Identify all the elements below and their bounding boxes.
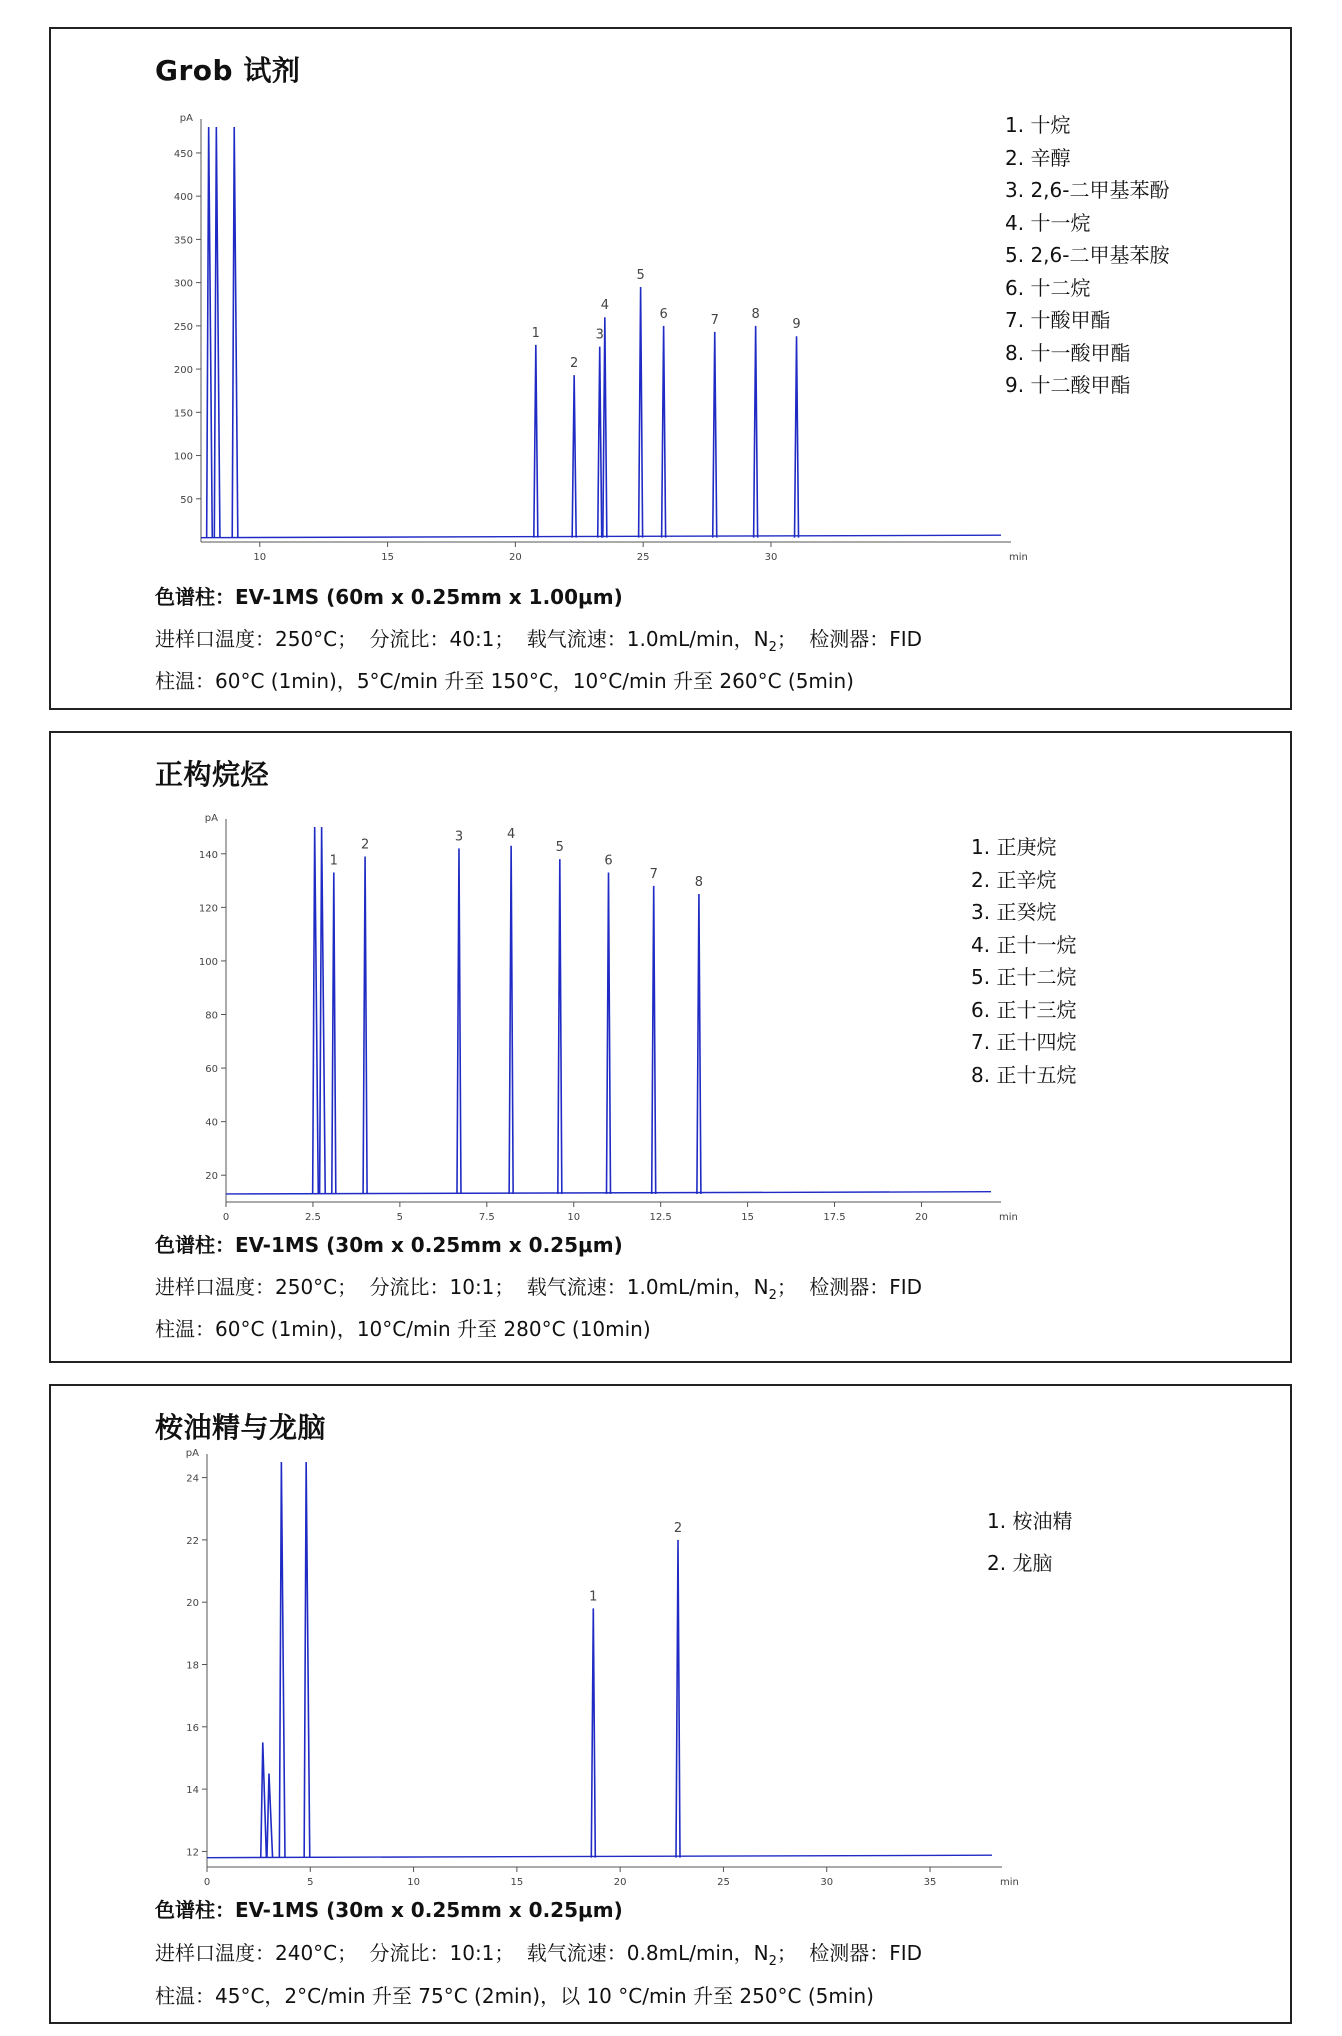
peak-legend [1005, 109, 1169, 402]
peak-label: 1 [531, 325, 540, 341]
baseline-trace [226, 1192, 991, 1194]
oven-program: 柱温：45°C，2°C/min 升至 75°C (2min)，以 10 °C/min 升至 250°C (5min) [155, 1984, 874, 2008]
peak-7 [652, 886, 656, 1194]
peak-5 [558, 859, 562, 1194]
chromatogram-alkanes [141, 805, 1021, 1245]
y-tick-label: 24 [186, 1473, 199, 1485]
peak-label: 9 [792, 317, 801, 333]
peak-3 [598, 347, 602, 538]
detector: 检测器：FID [809, 1941, 923, 1965]
peak-1 [534, 345, 538, 538]
chart-panel-grob [49, 27, 1292, 710]
legend-item: 2. 辛醇 [1005, 145, 1071, 170]
y-tick-label: 120 [198, 903, 218, 915]
solvent-peak [267, 1774, 273, 1858]
peak-legend [971, 831, 1076, 1091]
y-tick-label: 100 [198, 956, 218, 968]
y-tick-label: 150 [173, 408, 193, 420]
peak-2 [572, 375, 576, 538]
solvent-peak [261, 1742, 267, 1857]
legend-item: 8. 正十五烷 [971, 1062, 1077, 1087]
peak-label: 5 [555, 840, 564, 856]
solvent-peak [320, 827, 326, 1194]
solvent-peak [214, 127, 220, 538]
split-ratio: 分流比：10:1； [369, 1941, 515, 1965]
peak-label: 8 [694, 874, 704, 890]
x-tick-label: 35 [923, 1877, 937, 1888]
x-axis-label: min [1009, 552, 1028, 563]
chart-panel-eucalyptol-borneol [49, 1384, 1292, 2024]
oven-program: 柱温：60°C (1min)，5°C/min 升至 150°C，10°C/min 升至 260°C (5min) [155, 669, 854, 693]
peak-8 [754, 326, 758, 538]
legend-item: 3. 2,6-二甲基苯酚 [1005, 178, 1170, 202]
x-tick-label: 20 [915, 1212, 928, 1223]
y-tick-label: 300 [173, 278, 193, 290]
x-tick-label: 20 [613, 1877, 627, 1888]
x-tick-label: 10 [567, 1212, 581, 1223]
column-spec: 色谱柱：EV-1MS (60m x 0.25mm x 1.00μm) [155, 585, 623, 609]
y-tick-label: 20 [205, 1171, 218, 1183]
x-tick-label: 0 [203, 1877, 211, 1888]
legend-item: 1. 桉油精 [987, 1509, 1073, 1533]
peak-label: 4 [600, 298, 609, 314]
legend-item: 6. 正十三烷 [971, 997, 1077, 1022]
y-tick-label: 22 [186, 1535, 199, 1547]
y-tick-label: 400 [173, 192, 193, 204]
x-tick-label: 2.5 [304, 1212, 321, 1223]
x-tick-label: 15 [510, 1877, 524, 1888]
y-tick-label: 12 [186, 1847, 199, 1859]
peak-3 [457, 848, 461, 1194]
legend-item: 4. 十一烷 [1005, 210, 1091, 235]
peak-4 [603, 317, 607, 537]
y-tick-label: 140 [198, 849, 218, 861]
y-axis-label: pA [185, 1448, 199, 1459]
y-tick-label: 20 [186, 1598, 199, 1610]
peak-label: 2 [673, 1520, 683, 1536]
y-axis-label: pA [204, 813, 218, 824]
y-tick-label: 250 [173, 321, 193, 333]
peak-label: 3 [595, 327, 604, 343]
y-tick-label: 200 [173, 365, 193, 377]
detector: 检测器：FID [809, 1275, 923, 1299]
peak-6 [662, 326, 666, 538]
x-tick-label: 0 [222, 1212, 230, 1223]
peak-2 [676, 1540, 680, 1858]
peak-8 [697, 894, 701, 1194]
column-spec: 色谱柱：EV-1MS (30m x 0.25mm x 0.25μm) [155, 1898, 623, 1922]
x-axis-label: min [999, 1212, 1018, 1223]
peak-label: 7 [710, 312, 719, 328]
solvent-peak [279, 1462, 285, 1858]
y-axis-label: pA [179, 113, 193, 124]
y-tick-label: 40 [205, 1117, 218, 1129]
y-tick-label: 450 [173, 148, 193, 160]
legend-item: 1. 十烷 [1005, 113, 1071, 137]
solvent-peak [232, 127, 238, 538]
x-tick-label: 17.5 [823, 1212, 846, 1223]
inlet-temp: 进样口温度：250°C； [155, 627, 358, 651]
peak-1 [332, 873, 336, 1194]
panel-title: Grob 试剂 [155, 54, 301, 87]
peak-label: 7 [649, 866, 658, 882]
x-tick-label: 15 [741, 1212, 754, 1223]
legend-item: 1. 正庚烷 [971, 835, 1057, 859]
legend-item: 3. 正癸烷 [971, 900, 1057, 924]
legend-item: 7. 正十四烷 [971, 1030, 1077, 1054]
y-tick-label: 16 [186, 1722, 199, 1734]
legend-item: 4. 正十一烷 [971, 932, 1077, 957]
y-tick-label: 100 [173, 451, 193, 463]
x-tick-label: 5 [307, 1877, 314, 1888]
split-ratio: 分流比：10:1； [369, 1275, 515, 1299]
peak-label: 2 [570, 356, 579, 372]
peak-label: 5 [636, 267, 645, 283]
conditions-line [155, 623, 922, 655]
carrier-flow: 载气流速：1.0mL/min，$N_2$； [526, 627, 797, 655]
split-ratio: 分流比：40:1； [369, 627, 515, 651]
peak-4 [509, 846, 513, 1194]
peak-label: 1 [329, 853, 338, 869]
x-tick-label: 20 [509, 552, 522, 563]
chromatogram-eucalyptol-borneol [141, 1444, 1021, 1899]
x-tick-label: 30 [820, 1877, 834, 1888]
legend-item: 6. 十二烷 [1005, 275, 1091, 300]
legend-item: 7. 十酸甲酯 [1005, 308, 1111, 332]
legend-item: 2. 正辛烷 [971, 867, 1057, 892]
y-tick-label: 50 [180, 494, 193, 506]
peak-7 [713, 332, 717, 538]
solvent-peak [207, 127, 213, 538]
x-tick-label: 5 [396, 1212, 404, 1223]
peak-2 [363, 856, 367, 1194]
detector: 检测器：FID [809, 627, 923, 651]
peak-6 [607, 873, 611, 1194]
peak-legend [987, 1500, 1072, 1584]
peak-label: 8 [751, 306, 760, 322]
peak-label: 2 [360, 837, 370, 853]
y-tick-label: 14 [186, 1785, 199, 1797]
x-tick-label: 12.5 [649, 1212, 672, 1223]
peak-label: 6 [604, 853, 613, 869]
legend-item: 5. 正十二烷 [971, 965, 1077, 989]
panel-title: 正构烷烃 [155, 758, 270, 791]
peak-label: 6 [659, 306, 668, 322]
x-tick-label: 15 [381, 552, 394, 563]
inlet-temp: 进样口温度：250°C； [155, 1275, 358, 1299]
x-tick-label: 10 [407, 1877, 420, 1888]
x-tick-label: 30 [764, 552, 778, 563]
chart-panel-alkanes [49, 731, 1292, 1363]
x-tick-label: 7.5 [478, 1212, 495, 1223]
x-tick-label: 25 [717, 1877, 730, 1888]
x-axis-label: min [1000, 1877, 1019, 1888]
baseline-trace [207, 1855, 992, 1857]
x-tick-label: 25 [636, 552, 650, 563]
peak-label: 4 [506, 826, 516, 842]
oven-program: 柱温：60°C (1min)，10°C/min 升至 280°C (10min) [155, 1317, 651, 1341]
solvent-peak [304, 1462, 310, 1858]
legend-item: 8. 十一酸甲酯 [1005, 340, 1131, 365]
carrier-flow: 载气流速：0.8mL/min，$N_2$； [526, 1941, 797, 1969]
inlet-temp: 进样口温度：240°C； [155, 1941, 358, 1965]
y-tick-label: 350 [173, 235, 193, 247]
carrier-flow: 载气流速：1.0mL/min，$N_2$； [526, 1275, 797, 1303]
y-tick-label: 80 [205, 1010, 218, 1022]
conditions-line [155, 1271, 922, 1303]
peak-label: 3 [454, 829, 464, 845]
legend-item: 2. 龙脑 [987, 1551, 1053, 1575]
conditions-line [155, 1937, 922, 1969]
y-tick-label: 60 [205, 1064, 218, 1076]
column-spec: 色谱柱：EV-1MS (30m x 0.25mm x 0.25μm) [155, 1233, 623, 1257]
legend-item: 5. 2,6-二甲基苯胺 [1005, 243, 1170, 267]
peak-label: 1 [589, 1589, 598, 1605]
peak-5 [639, 287, 643, 538]
peak-9 [795, 336, 799, 537]
x-tick-label: 10 [253, 552, 267, 563]
y-tick-label: 18 [186, 1660, 199, 1672]
solvent-peak [313, 827, 319, 1194]
panel-title: 桉油精与龙脑 [155, 1411, 327, 1444]
legend-item: 9. 十二酸甲酯 [1005, 373, 1131, 397]
peak-1 [591, 1608, 595, 1857]
chromatogram-grob [141, 97, 1061, 607]
